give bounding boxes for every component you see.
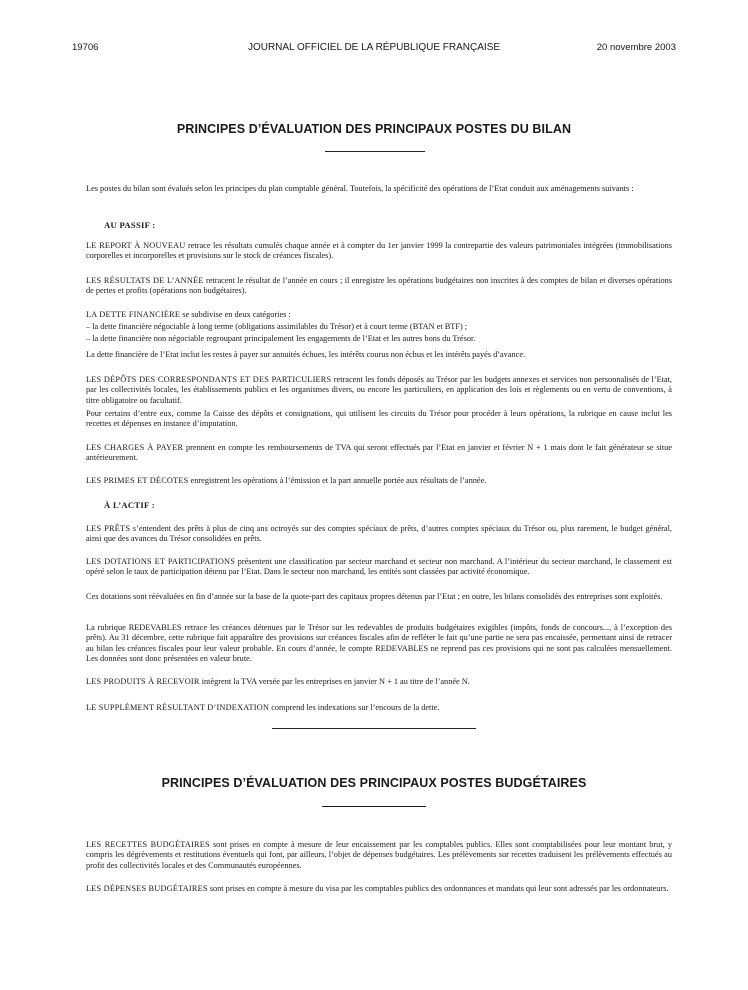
- resultats-term: LES RÉSULTATS DE L’ANNÉE: [86, 276, 204, 285]
- dotations-term: LES DOTATIONS ET PARTICIPATIONS: [86, 557, 236, 566]
- actif-heading: À L’ACTIF :: [104, 500, 155, 510]
- dette-text: se subdivise en deux catégories :: [180, 310, 291, 319]
- charges-paragraph: [86, 443, 672, 464]
- charges-text: prennent en compte les remboursements de TVA qui seront effectués par l’Etat en janvier et février N + 1 mais dont le fait générateur se situe antérieurement.: [86, 443, 672, 463]
- recettes-term: LES RECETTES BUDGÉTAIRES: [86, 840, 210, 849]
- prets-paragraph: [86, 524, 672, 545]
- produits-text: intègrent la TVA versée par les entreprises en janvier N + 1 au titre de l’année N.: [199, 677, 470, 686]
- dette-term: LA DETTE FINANCIÈRE: [86, 310, 181, 319]
- redevables-paragraph: La rubrique REDEVABLES retrace les créances détenues par le Trésor sur les redevables de produits budgétaires exigibles (impôts, fonds de concours..., à l’exception des prêts). Au 31 décembre, cette rubrique fait apparaître des provisions sur créances fiscales afin de refléter le fait qu’une partie ne sera pas encaissée, permettant ainsi de retracer au bilan les créances fiscales pour leur valeur probable. En cours d’année, le compte REDEVABLES ne reprend pas ces provisions qui ne sont pas calculées mensuellement. Les données sont donc présentées en valeur brute.: [86, 623, 672, 664]
- dotations-note: Ces dotations sont réévaluées en fin d’année sur la base de la quote-part des capitaux propres détenus par l’Etat ; en outre, les bilans consolidés des entreprises sont exploités.: [86, 592, 663, 601]
- resultats-text: retracent le résultat de l’année en cours ; il enregistre les opérations budgétaires non inscrites à des comptes de bilan et diverses opérations de pertes et profits (opérations non budgétaires).: [86, 276, 672, 296]
- depots-paragraph: [86, 375, 672, 406]
- recettes-text: sont prises en compte à mesure de leur encaissement par les comptables publics. Elles sont comptabilisées pour leur montant brut, y compris les dégrèvements et restitutions éventuels qui font, par ailleurs, l’objet de dépenses budgétaires. Les prélèvements sur recettes traduisent les prélèvements effectués au profit des collectivités locales et des Communautés européennes.: [86, 840, 672, 870]
- supplement-text: comprend les indexations sur l’encours de la dette.: [269, 703, 440, 712]
- depots-text: retracent les fonds déposés au Trésor par les budgets annexes et services non personnalisés de l’Etat, par les collectivités locales, les établissements publics et les organismes divers, ou encore les particuliers, en application des lois et règlements ou en vertu de conventions, à titre obligatoire ou facultatif.: [86, 375, 673, 405]
- produits-term: LES PRODUITS À RECEVOIR: [86, 677, 200, 686]
- page-header: [72, 40, 676, 54]
- section-title-bilan: PRINCIPES D’ÉVALUATION DES PRINCIPAUX POSTES DU BILAN: [176, 122, 572, 136]
- prets-term: LES PRÊTS: [86, 524, 131, 533]
- prets-text: s’entendent des prêts à plus de cinq ans octroyés sur des comptes spéciaux de prêts, d’autres comptes spéciaux du Trésor ou, plus rarement, le budget général, ainsi que des avances du Trésor consolidées en prêts.: [86, 524, 672, 544]
- dotations-paragraph: [86, 557, 672, 578]
- recettes-paragraph: [86, 840, 672, 871]
- title-divider: [325, 151, 425, 152]
- primes-term: LES PRIMES ET DÉCOTES: [86, 476, 189, 485]
- report-text: retrace les résultats cumulés chaque année et à compter du 1er janvier 1999 la contrepartie des valeurs patrimoniales intégrées (immobilisations corporelles et incorporelles et provisions sur le stock de créances fiscales).: [86, 241, 672, 261]
- primes-paragraph: [86, 476, 672, 486]
- depenses-paragraph: [86, 884, 672, 894]
- report-term: LE REPORT À NOUVEAU: [86, 241, 186, 250]
- dotations-text: présentent une classification par secteur marchand et secteur non marchand. A l’intérieur du secteur marchand, le classement est opéré selon le taux de participation détenu par l’Etat. Dans le secteur non marchand, les entités sont classées par activité économique.: [86, 557, 672, 577]
- depenses-text: sont prises en compte à mesure du visa par les comptables publics des ordonnances et mandats qui leur sont adressés par les ordonnateurs.: [207, 884, 669, 893]
- page-number: 19706: [72, 41, 99, 53]
- passif-heading: AU PASSIF :: [104, 220, 156, 230]
- title-divider: [322, 806, 426, 807]
- supplement-paragraph: [86, 703, 672, 713]
- journal-title: JOURNAL OFFICIEL DE LA RÉPUBLIQUE FRANÇAISE: [247, 41, 501, 53]
- dette-paragraph: [86, 310, 672, 320]
- dette-item-1: – la dette financière négociable à long terme (obligations assimilables du Trésor) et à court terme (BTAN et BTF) ;: [86, 322, 468, 331]
- section-title-budget: PRINCIPES D’ÉVALUATION DES PRINCIPAUX POSTES BUDGÉTAIRES: [161, 776, 587, 790]
- report-paragraph: [86, 241, 672, 262]
- depenses-term: LES DÉPENSES BUDGÉTAIRES: [86, 884, 208, 893]
- issue-date: 20 novembre 2003: [596, 41, 676, 53]
- depots-note: Pour certains d’entre eux, comme la Caisse des dépôts et consignations, qui utilisent les circuits du Trésor pour procéder à leurs opérations, la rubrique en cause inclut les recettes et dépenses en instance d’imputation.: [86, 409, 672, 429]
- produits-paragraph: [86, 677, 672, 687]
- dette-note: La dette financière de l’Etat inclut les restes à payer sur annuités échues, les intérêts courus non échus et les intérêts payés d’avance.: [86, 350, 526, 359]
- primes-text: enregistrent les opérations à l’émission et la part annuelle portée aux résultats de l’année.: [188, 476, 487, 485]
- depots-term: LES DÉPÔTS DES CORRESPONDANTS ET DES PARTICULIERS: [86, 375, 332, 384]
- resultats-paragraph: [86, 276, 672, 297]
- supplement-term: LE SUPPLÉMENT RÉSULTANT D’INDEXATION: [86, 703, 270, 712]
- charges-term: LES CHARGES À PAYER: [86, 443, 184, 452]
- section-divider: [272, 728, 476, 729]
- dette-item-2: – la dette financière non négociable regroupant principalement les engagements de l’Etat et les autres bons du Trésor.: [86, 334, 476, 343]
- bilan-intro: Les postes du bilan sont évalués selon les principes du plan comptable général. Toutefois, la spécificité des opérations de l’Etat conduit aux aménagements suivants :: [86, 184, 634, 193]
